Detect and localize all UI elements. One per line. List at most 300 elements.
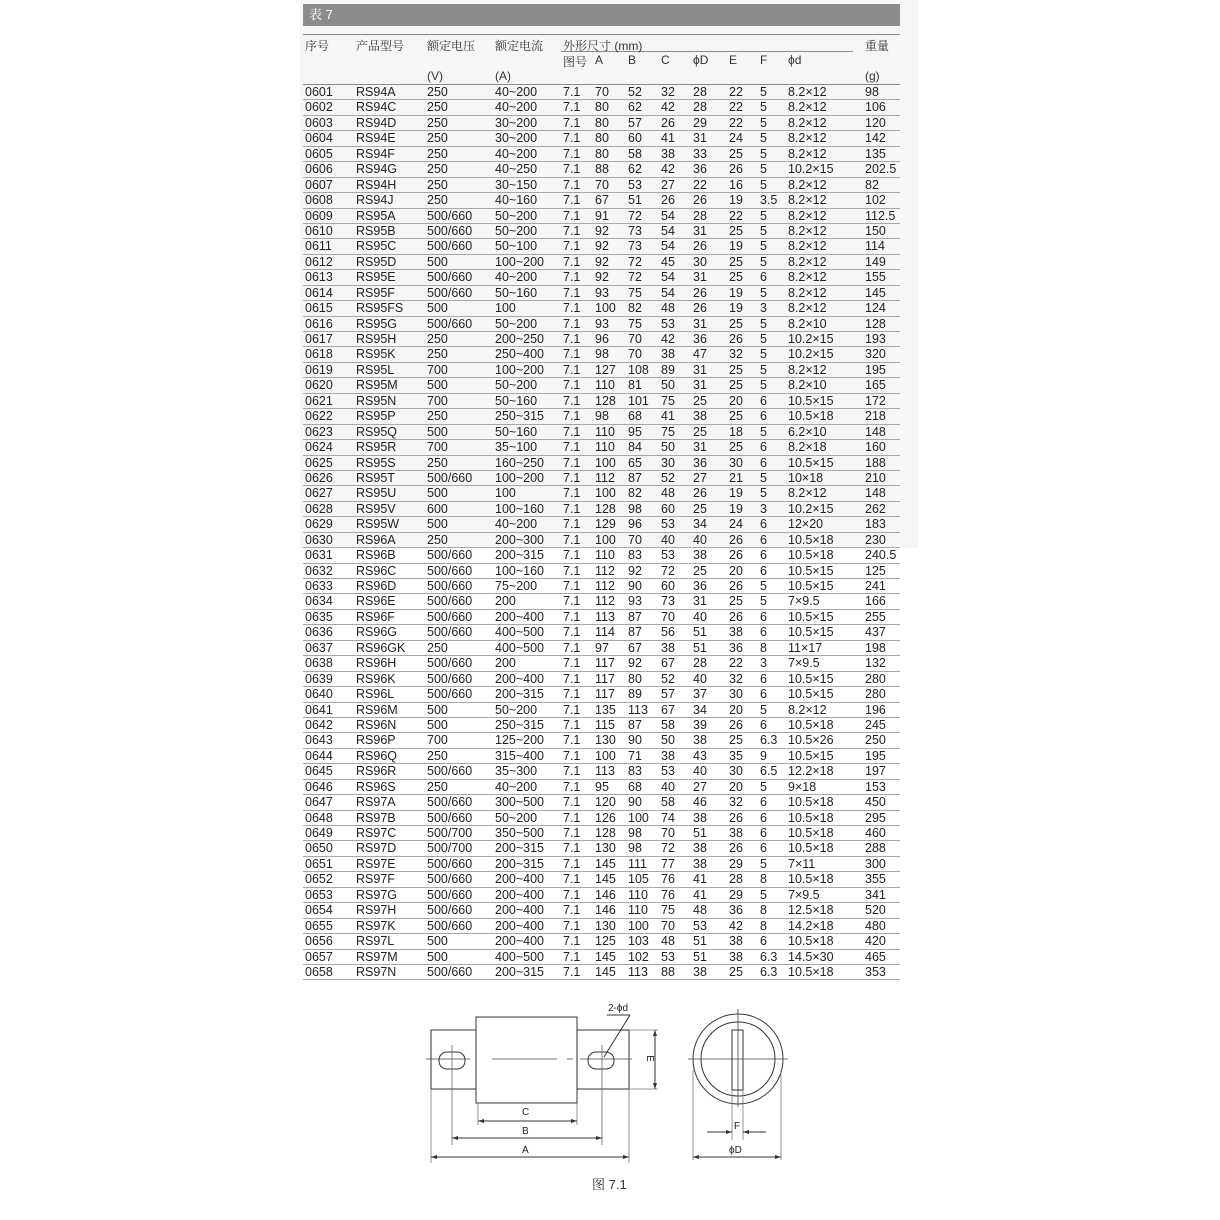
cell-f: 5: [760, 254, 767, 269]
cell-model: RS95W: [356, 517, 400, 532]
cell-voltage: 500: [427, 486, 448, 501]
cell-e: 38: [729, 949, 743, 964]
cell-e: 20: [729, 563, 743, 578]
cell-index: 0657: [305, 949, 333, 964]
cell-model: RS96F: [356, 609, 395, 624]
cell-f: 6.3: [760, 733, 778, 748]
header-f: F: [760, 53, 768, 67]
cell-current: 40~200: [495, 779, 538, 794]
cell-weight: 437: [865, 625, 886, 640]
cell-b: 81: [628, 378, 642, 393]
cell-weight: 480: [865, 918, 886, 933]
cell-b: 96: [628, 517, 642, 532]
cell-b: 110: [628, 887, 648, 902]
cell-weight: 120: [865, 115, 886, 130]
cell-voltage: 500/660: [427, 316, 473, 331]
cell-figure-no: 7.1: [563, 85, 581, 99]
cell-f: 6: [760, 841, 767, 856]
cell-f: 6: [760, 517, 767, 532]
cell-model: RS95F: [356, 285, 395, 300]
label-e: E: [643, 1055, 655, 1062]
label-b: B: [522, 1126, 529, 1137]
cell-f: 8: [760, 918, 767, 933]
cell-current: 50~160: [495, 285, 538, 300]
table-row: [303, 764, 900, 779]
cell-figure-no: 7.1: [563, 254, 581, 269]
cell-e: 24: [729, 517, 743, 532]
cell-index: 0650: [305, 841, 333, 856]
cell-voltage: 250: [427, 532, 448, 547]
cell-model: RS94D: [356, 115, 397, 130]
cell-model: RS95K: [356, 347, 396, 362]
cell-figure-no: 7.1: [563, 486, 581, 501]
cell-figure-no: 7.1: [563, 671, 581, 686]
cell-c: 54: [661, 208, 675, 223]
cell-f: 5: [760, 362, 767, 377]
cell-c: 40: [661, 532, 675, 547]
cell-voltage: 500/660: [427, 656, 473, 671]
cell-model: RS95C: [356, 239, 397, 254]
cell-phi-d-outer: 38: [693, 733, 707, 748]
cell-figure-no: 7.1: [563, 115, 581, 130]
cell-b: 87: [628, 609, 642, 624]
cell-figure-no: 7.1: [563, 702, 581, 717]
cell-a: 128: [595, 826, 616, 840]
cell-b: 110: [628, 903, 648, 918]
cell-weight: 197: [865, 764, 886, 779]
cell-weight: 135: [865, 146, 886, 161]
header-b: B: [628, 53, 637, 67]
cell-phi-d-hole: 8.2×12: [788, 270, 827, 285]
cell-phi-d-hole: 8.2×12: [788, 285, 827, 300]
cell-b: 73: [628, 223, 642, 238]
cell-c: 67: [661, 702, 675, 717]
cell-model: RS96R: [356, 764, 397, 779]
header-voltage: 额定电压: [427, 39, 476, 53]
cell-figure-no: 7.1: [563, 764, 581, 779]
cell-figure-no: 7.1: [563, 100, 581, 115]
cell-weight: 128: [865, 316, 886, 331]
cell-figure-no: 7.1: [563, 826, 581, 840]
cell-current: 50~200: [495, 208, 538, 223]
cell-c: 48: [661, 301, 675, 316]
cell-voltage: 500/660: [427, 795, 473, 810]
cell-weight: 341: [865, 887, 886, 902]
cell-phi-d-outer: 31: [693, 440, 707, 455]
cell-current: 200~400: [495, 671, 545, 686]
cell-model: RS96C: [356, 563, 397, 578]
cell-e: 26: [729, 810, 743, 825]
cell-a: 145: [595, 856, 616, 871]
cell-index: 0654: [305, 903, 333, 918]
table-row: [303, 409, 900, 424]
cell-phi-d-hole: 8.2×12: [788, 301, 827, 316]
cell-model: RS95N: [356, 393, 397, 408]
cell-c: 53: [661, 548, 675, 563]
cell-e: 21: [729, 470, 743, 485]
cell-current: 400~500: [495, 625, 545, 640]
cell-voltage: 500/660: [427, 548, 473, 563]
cell-c: 56: [661, 625, 675, 640]
cell-model: RS96S: [356, 779, 396, 794]
cell-voltage: 500/660: [427, 856, 473, 871]
cell-current: 35~300: [495, 764, 538, 779]
cell-phi-d-hole: 8.2×18: [788, 440, 827, 455]
fuse-dimension-diagram: [420, 995, 800, 1195]
cell-voltage: 500/660: [427, 239, 473, 254]
cell-figure-no: 7.1: [563, 717, 581, 732]
cell-figure-no: 7.1: [563, 609, 581, 624]
cell-weight: 148: [865, 486, 886, 501]
cell-figure-no: 7.1: [563, 687, 581, 702]
cell-f: 5: [760, 470, 767, 485]
cell-phi-d-hole: 10.5×15: [788, 455, 834, 470]
table-row: [303, 641, 900, 656]
cell-c: 72: [661, 563, 675, 578]
cell-model: RS96D: [356, 579, 397, 593]
cell-phi-d-hole: 8.2×12: [788, 193, 827, 208]
cell-e: 29: [729, 887, 743, 902]
cell-index: 0635: [305, 609, 333, 624]
cell-phi-d-outer: 38: [693, 409, 707, 424]
cell-phi-d-hole: 7×11: [788, 856, 816, 871]
cell-current: 100~200: [495, 254, 545, 269]
cell-a: 130: [595, 841, 616, 856]
cell-voltage: 500/660: [427, 270, 473, 285]
cell-phi-d-hole: 10.5×15: [788, 625, 834, 640]
table-row: [303, 857, 900, 872]
cell-model: RS95U: [356, 486, 397, 501]
cell-a: 113: [595, 764, 615, 779]
cell-b: 84: [628, 440, 642, 455]
cell-index: 0644: [305, 748, 333, 763]
cell-voltage: 500/660: [427, 470, 473, 485]
cell-model: RS97B: [356, 810, 396, 825]
table-title-bar: [303, 4, 900, 26]
table-row: [303, 888, 900, 903]
cell-voltage: 500: [427, 254, 448, 269]
cell-e: 26: [729, 609, 743, 624]
cell-a: 92: [595, 270, 609, 285]
cell-current: 250~400: [495, 347, 545, 362]
cell-phi-d-outer: 43: [693, 748, 707, 763]
cell-b: 101: [628, 393, 649, 408]
cell-phi-d-outer: 48: [693, 903, 707, 918]
cell-weight: 218: [865, 409, 886, 424]
cell-index: 0634: [305, 594, 333, 609]
cell-f: 5: [760, 177, 767, 192]
cell-index: 0601: [305, 85, 333, 99]
table-row: [303, 147, 900, 162]
cell-index: 0625: [305, 455, 333, 470]
cell-figure-no: 7.1: [563, 548, 581, 563]
cell-e: 19: [729, 486, 743, 501]
cell-weight: 112.5: [865, 208, 896, 223]
cell-figure-no: 7.1: [563, 594, 581, 609]
cell-phi-d-outer: 36: [693, 162, 707, 177]
cell-figure-no: 7.1: [563, 934, 581, 949]
cell-b: 102: [628, 949, 649, 964]
table-row: [303, 564, 900, 579]
cell-phi-d-hole: 8.2×10: [788, 378, 827, 393]
cell-a: 96: [595, 332, 609, 346]
cell-f: 6: [760, 563, 767, 578]
cell-phi-d-hole: 10.5×15: [788, 687, 834, 702]
cell-b: 82: [628, 301, 642, 316]
cell-current: 100~160: [495, 501, 545, 516]
cell-a: 117: [595, 687, 615, 702]
table-row: [303, 363, 900, 378]
cell-weight: 355: [865, 872, 886, 887]
cell-index: 0604: [305, 131, 333, 146]
cell-figure-no: 7.1: [563, 424, 581, 439]
cell-model: RS97C: [356, 826, 397, 840]
cell-b: 72: [628, 208, 642, 223]
cell-model: RS96GK: [356, 640, 406, 655]
cell-index: 0636: [305, 625, 333, 640]
cell-phi-d-outer: 33: [693, 146, 707, 161]
table-row: [303, 965, 900, 980]
cell-figure-no: 7.1: [563, 810, 581, 825]
cell-figure-no: 7.1: [563, 239, 581, 254]
cell-index: 0621: [305, 393, 333, 408]
cell-f: 6: [760, 671, 767, 686]
cell-e: 26: [729, 548, 743, 563]
cell-c: 70: [661, 826, 675, 840]
cell-a: 126: [595, 810, 616, 825]
cell-voltage: 500/660: [427, 671, 473, 686]
table-row: [303, 594, 900, 609]
table-row: [303, 826, 900, 841]
cell-c: 75: [661, 424, 675, 439]
cell-model: RS95FS: [356, 301, 404, 316]
cell-index: 0626: [305, 470, 333, 485]
cell-figure-no: 7.1: [563, 532, 581, 547]
cell-c: 89: [661, 362, 675, 377]
cell-e: 25: [729, 146, 743, 161]
cell-b: 62: [628, 162, 642, 177]
cell-f: 6: [760, 687, 767, 702]
cell-index: 0627: [305, 486, 333, 501]
cell-model: RS97K: [356, 918, 396, 933]
cell-f: 5: [760, 223, 767, 238]
header-dimensions: 外形尺寸 (mm): [563, 39, 643, 53]
cell-voltage: 250: [427, 779, 448, 794]
cell-index: 0633: [305, 579, 333, 593]
cell-phi-d-outer: 26: [693, 285, 707, 300]
cell-b: 71: [628, 748, 642, 763]
cell-f: 9: [760, 748, 767, 763]
cell-model: RS96K: [356, 671, 396, 686]
cell-current: 40~200: [495, 270, 538, 285]
cell-voltage: 500: [427, 517, 448, 532]
cell-figure-no: 7.1: [563, 193, 581, 208]
cell-index: 0651: [305, 856, 333, 871]
cell-voltage: 500/660: [427, 594, 473, 609]
cell-phi-d-outer: 22: [693, 177, 707, 192]
cell-phi-d-outer: 40: [693, 764, 707, 779]
cell-e: 22: [729, 208, 743, 223]
cell-f: 3.5: [760, 193, 778, 208]
cell-current: 200~315: [495, 964, 545, 979]
cell-current: 200~300: [495, 532, 545, 547]
cell-index: 0610: [305, 223, 333, 238]
cell-c: 50: [661, 440, 675, 455]
cell-phi-d-hole: 10.5×18: [788, 872, 834, 887]
cell-b: 70: [628, 347, 642, 362]
cell-b: 98: [628, 501, 642, 516]
cell-phi-d-outer: 38: [693, 548, 707, 563]
cell-a: 145: [595, 949, 616, 964]
cell-c: 74: [661, 810, 675, 825]
table-row: [303, 332, 900, 347]
cell-voltage: 250: [427, 85, 448, 99]
cell-weight: 420: [865, 934, 886, 949]
cell-figure-no: 7.1: [563, 470, 581, 485]
cell-phi-d-outer: 51: [693, 640, 707, 655]
cell-weight: 230: [865, 532, 886, 547]
cell-phi-d-outer: 53: [693, 918, 707, 933]
cell-a: 100: [595, 748, 616, 763]
cell-b: 98: [628, 826, 642, 840]
cell-b: 70: [628, 332, 642, 346]
cell-c: 53: [661, 764, 675, 779]
cell-voltage: 500/660: [427, 285, 473, 300]
cell-voltage: 500/700: [427, 841, 473, 856]
cell-phi-d-hole: 10.2×15: [788, 501, 834, 516]
cell-current: 200~400: [495, 872, 545, 887]
cell-phi-d-outer: 36: [693, 579, 707, 593]
cell-phi-d-hole: 8.2×10: [788, 316, 827, 331]
cell-model: RS97G: [356, 887, 397, 902]
cell-a: 95: [595, 779, 609, 794]
cell-phi-d-outer: 38: [693, 964, 707, 979]
cell-weight: 245: [865, 717, 886, 732]
cell-phi-d-outer: 31: [693, 270, 707, 285]
cell-phi-d-outer: 28: [693, 85, 707, 99]
cell-e: 35: [729, 748, 743, 763]
header-phi-d-hole: ϕd: [788, 53, 802, 67]
cell-index: 0658: [305, 964, 333, 979]
cell-a: 130: [595, 733, 616, 748]
cell-model: RS95R: [356, 440, 397, 455]
cell-a: 92: [595, 223, 609, 238]
cell-voltage: 500/660: [427, 872, 473, 887]
cell-current: 200~400: [495, 903, 545, 918]
table-row: [303, 749, 900, 764]
cell-f: 6: [760, 393, 767, 408]
cell-c: 53: [661, 517, 675, 532]
cell-weight: 106: [865, 100, 886, 115]
cell-a: 91: [595, 208, 609, 223]
cell-model: RS94H: [356, 177, 397, 192]
cell-model: RS95P: [356, 409, 396, 424]
cell-f: 5: [760, 779, 767, 794]
cell-a: 88: [595, 162, 609, 177]
cell-b: 90: [628, 579, 642, 593]
cell-phi-d-outer: 46: [693, 795, 707, 810]
cell-b: 68: [628, 779, 642, 794]
cell-b: 108: [628, 362, 649, 377]
cell-c: 42: [661, 332, 675, 346]
cell-phi-d-hole: 10.5×18: [788, 934, 834, 949]
cell-current: 160~250: [495, 455, 545, 470]
table-row: [303, 841, 900, 856]
cell-current: 400~500: [495, 640, 545, 655]
cell-e: 32: [729, 671, 743, 686]
cell-c: 48: [661, 934, 675, 949]
cell-phi-d-hole: 14.2×18: [788, 918, 834, 933]
cell-current: 30~150: [495, 177, 538, 192]
cell-a: 110: [595, 440, 615, 455]
cell-e: 38: [729, 625, 743, 640]
cell-c: 77: [661, 856, 675, 871]
cell-phi-d-hole: 10.5×18: [788, 964, 834, 979]
cell-phi-d-outer: 38: [693, 810, 707, 825]
cell-e: 20: [729, 779, 743, 794]
fuse-drawing-icon: [420, 995, 800, 1195]
cell-phi-d-hole: 8.2×12: [788, 362, 827, 377]
cell-b: 57: [628, 115, 642, 130]
cell-b: 72: [628, 254, 642, 269]
table-row: [303, 131, 900, 146]
cell-b: 52: [628, 85, 642, 99]
cell-phi-d-outer: 36: [693, 455, 707, 470]
cell-index: 0648: [305, 810, 333, 825]
table-row: [303, 934, 900, 949]
cell-phi-d-hole: 8.2×12: [788, 208, 827, 223]
table-row: [303, 950, 900, 965]
cell-f: 5: [760, 285, 767, 300]
cell-c: 52: [661, 671, 675, 686]
cell-c: 54: [661, 239, 675, 254]
cell-index: 0630: [305, 532, 333, 547]
cell-f: 5: [760, 115, 767, 130]
cell-index: 0640: [305, 687, 333, 702]
cell-c: 60: [661, 579, 675, 593]
cell-current: 50~200: [495, 378, 538, 393]
cell-model: RS95A: [356, 208, 396, 223]
cell-phi-d-hole: 10.5×15: [788, 609, 834, 624]
cell-b: 87: [628, 625, 642, 640]
cell-a: 70: [595, 177, 609, 192]
cell-f: 5: [760, 85, 767, 99]
cell-figure-no: 7.1: [563, 841, 581, 856]
cell-a: 113: [595, 609, 615, 624]
cell-weight: 153: [865, 779, 886, 794]
cell-figure-no: 7.1: [563, 409, 581, 424]
cell-weight: 465: [865, 949, 886, 964]
header-a: A: [595, 53, 604, 67]
table-row: [303, 780, 900, 795]
cell-phi-d-outer: 31: [693, 378, 707, 393]
cell-c: 70: [661, 918, 675, 933]
cell-e: 26: [729, 579, 743, 593]
cell-weight: 82: [865, 177, 879, 192]
cell-figure-no: 7.1: [563, 964, 581, 979]
cell-model: RS96Q: [356, 748, 397, 763]
table-row: [303, 224, 900, 239]
cell-phi-d-outer: 31: [693, 131, 707, 146]
table-row: [303, 795, 900, 810]
cell-a: 130: [595, 918, 616, 933]
cell-current: 250~315: [495, 717, 545, 732]
cell-voltage: 250: [427, 409, 448, 424]
table-row: [303, 178, 900, 193]
cell-phi-d-outer: 37: [693, 687, 707, 702]
table-row: [303, 456, 900, 471]
cell-weight: 295: [865, 810, 886, 825]
